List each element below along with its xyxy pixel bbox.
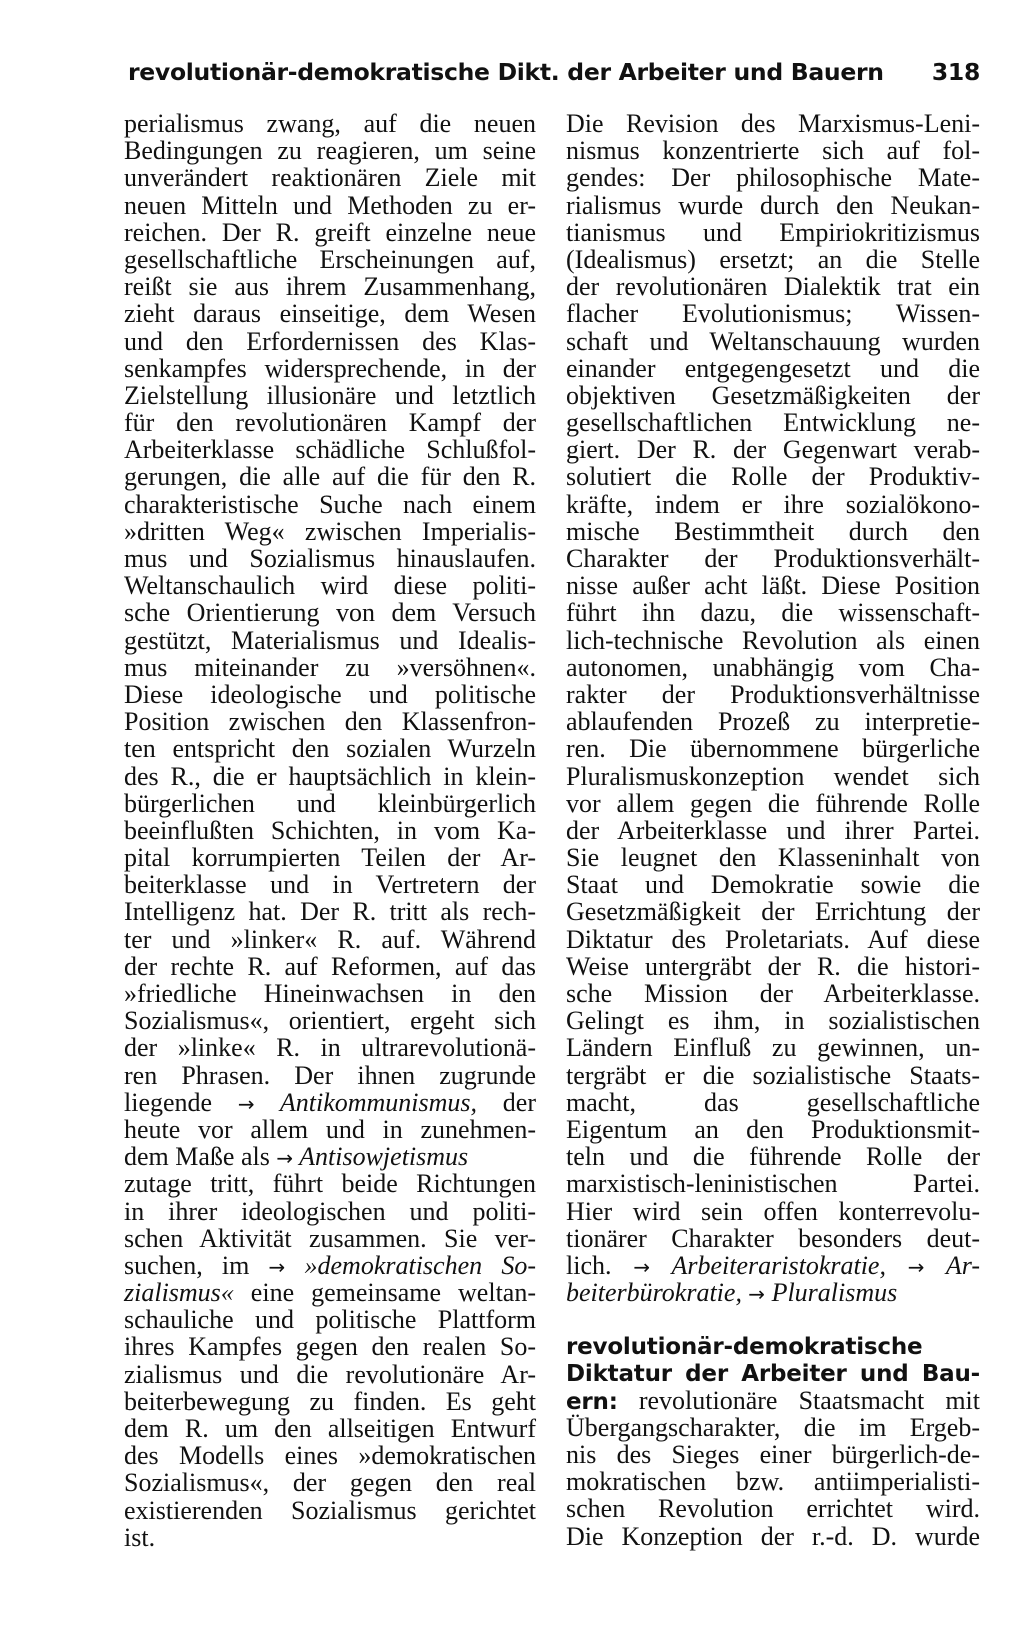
text-line: Staat und Demokratie sowie die — [566, 870, 980, 900]
text-line: reißt sie aus ihrem Zusammenhang, — [124, 272, 536, 302]
cross-reference-antikommunismus: Antikommunismus, — [254, 1087, 478, 1117]
text-line: führt ihn dazu, die wissenschaft- — [566, 598, 980, 628]
text-line: rakter der Produktionsverhältnisse — [566, 679, 980, 709]
left-column — [124, 110, 536, 1551]
text-line: (Idealismus) ersetzt; an die Stelle — [566, 244, 980, 274]
text-line: mus miteinander zu »versöhnen«. — [124, 652, 536, 682]
text-line: pital korrumpierten Teilen der Ar- — [124, 843, 536, 873]
running-header — [128, 58, 980, 86]
text-line: Eigentum an den Produktionsmit- — [566, 1114, 980, 1144]
text-line: sche Orientierung von dem Versuch — [124, 598, 536, 628]
text-line: schauliche und politische Plattform — [124, 1305, 536, 1335]
entry-separator — [566, 1306, 980, 1332]
cross-reference-line: liegende → Antikommunismus, der — [124, 1087, 536, 1117]
text-line: kräfte, indem er ihre sozialökono- — [566, 489, 980, 519]
arrow-icon: → — [633, 1254, 651, 1279]
text-line: tianismus und Empiriokritizismus — [566, 217, 980, 247]
text-line: Weise untergräbt der R. die histori- — [566, 951, 980, 981]
text-line: des R., die er hauptsächlich in klein- — [124, 761, 536, 791]
text-line: des Modells eines »demokratischen — [124, 1441, 536, 1471]
text-line: mus und Sozialismus hinauslaufen. — [124, 544, 536, 573]
text-line: in ihrer ideologischen und politi- — [124, 1196, 536, 1226]
text-line: objektiven Gesetzmäßigkeiten der — [566, 380, 980, 410]
text-line: Hier wird sein offen konterrevolu- — [566, 1196, 980, 1226]
text-line: schen Aktivität zusammen. Sie ver- — [124, 1223, 536, 1253]
text-line: »dritten Weg« zwischen Imperialis- — [124, 516, 536, 546]
entry-definition-start: ern: revolutionäre Staatsmacht mit — [566, 1385, 980, 1415]
text-line: solutiert die Rolle der Produktiv- — [566, 462, 980, 492]
text-line: zutage tritt, führt beide Richtungen — [124, 1169, 536, 1199]
cross-reference-line — [566, 1279, 980, 1306]
text-line: Sozialismus«, orientiert, ergeht sich — [124, 1006, 536, 1036]
text-line: mische Bestimmtheit durch den — [566, 516, 980, 546]
cross-reference-antisowjetismus: Antisowjetismus — [293, 1142, 469, 1172]
text-line: ist. — [124, 1522, 156, 1552]
text-line: heute vor allem und in zunehmen- — [124, 1114, 536, 1144]
text-line: bürgerlichen und kleinbürgerlich — [124, 788, 536, 818]
arrow-icon: → — [741, 1282, 766, 1307]
text-line: zialismus« eine gemeinsame weltan- — [124, 1278, 536, 1308]
text-line: charakteristische Suche nach einem — [124, 489, 536, 519]
dictionary-entry — [566, 1332, 980, 1550]
entry-definition — [566, 1414, 980, 1550]
text-line: nis des Sieges einer bürgerlich-de- — [566, 1440, 980, 1469]
text-line: der rechte R. auf Reformen, auf das — [124, 951, 536, 981]
text-line: ren Phrasen. Der ihnen zugrunde — [124, 1060, 536, 1090]
text-line: nisse außer acht läßt. Diese Position — [566, 571, 980, 601]
text-line: vor allem gegen die führende Rolle — [566, 788, 980, 818]
cross-reference-pluralismus: Pluralismus — [765, 1278, 898, 1308]
text-line: Sozialismus«, der gegen den real — [124, 1468, 536, 1498]
text-line: Arbeiterklasse schädliche Schlußfol- — [124, 435, 536, 465]
arrow-icon: → — [268, 1254, 286, 1279]
text-line: für den revolutionären Kampf der — [124, 408, 536, 438]
left-text-block-d — [124, 1306, 536, 1551]
text-line: Intelligenz hat. Der R. tritt als rech- — [124, 897, 536, 927]
cross-reference-arbeiteraristokratie: Arbeiteraristokratie, — [650, 1250, 886, 1280]
right-column — [566, 110, 980, 1550]
text-line: marxistisch-leninistischen Partei. — [566, 1169, 980, 1199]
text-line: Die Revision des Marxismus-Leni- — [566, 109, 980, 138]
text-line: rialismus wurde durch den Neukan- — [566, 190, 980, 220]
text-line: gesellschaftlichen Entwicklung ne- — [566, 408, 980, 438]
text-line: existierenden Sozialismus gerichtet — [124, 1495, 536, 1525]
text-line: der »linke« R. in ultrarevolutionä- — [124, 1033, 536, 1063]
text-line: beiterklasse und in Vertretern der — [124, 870, 536, 900]
cross-reference-line: dem Maße als → Antisowjetismus — [124, 1142, 469, 1172]
text-line: zieht daraus einseitige, dem Wesen — [124, 299, 536, 329]
text-line: Übergangscharakter, die im Ergeb- — [566, 1412, 980, 1442]
text-line: »friedliche Hineinwachsen in den — [124, 979, 536, 1008]
text-line: giert. Der R. der Gegenwart verab- — [566, 435, 980, 465]
text-line: sche Mission der Arbeiterklasse. — [566, 979, 980, 1008]
text-line: Sie leugnet den Klasseninhalt von — [566, 843, 980, 873]
text-line: Diktatur des Proletariats. Auf diese — [566, 924, 980, 954]
arrow-icon: → — [885, 1254, 925, 1279]
text-line: der Arbeiterklasse und ihrer Partei. — [566, 815, 980, 845]
text-line: teln und die führende Rolle der — [566, 1142, 980, 1172]
text-line: senkampfes widersprechende, in der — [124, 353, 536, 383]
text-line: flacher Evolutionismus; Wissen- — [566, 299, 980, 329]
text-line: tergräbt er die sozialistische Staats- — [566, 1060, 980, 1090]
text-line: gestützt, Materialismus und Idealis- — [124, 625, 536, 655]
text-line: schen Revolution errichtet wird. — [566, 1494, 980, 1524]
text-line: gesellschaftliche Erscheinungen auf, — [124, 244, 536, 274]
text-line: Position zwischen den Klassenfron- — [124, 707, 536, 737]
text-line: unverändert reaktionären Ziele mit — [124, 163, 536, 193]
cross-reference-demokratischer-sozialismus: »demokratischen So- — [285, 1250, 536, 1280]
text-line: beiterbewegung zu finden. Es geht — [124, 1386, 536, 1416]
text-line: ihres Kampfes gegen den realen So- — [124, 1332, 536, 1362]
header-title: revolutionär-demokratische Dikt. der Arbeiter und Bauern — [128, 58, 884, 86]
left-text-block-c — [124, 1170, 536, 1252]
text-line: ter und »linker« R. auf. Während — [124, 924, 536, 954]
arrow-icon: → — [276, 1146, 294, 1171]
entry-headword: Diktatur der Arbeiter und Bau- — [566, 1361, 980, 1388]
text-line: einander entgegengesetzt und die — [566, 353, 980, 383]
text-line: ren. Die übernommene bürgerliche — [566, 734, 980, 764]
left-text-block-b — [124, 1116, 536, 1143]
text-line: tionärer Charakter besonders deut- — [566, 1223, 980, 1253]
text-line: Weltanschaulich wird diese politi- — [124, 571, 536, 601]
text-line: ten entspricht den sozialen Wurzeln — [124, 734, 536, 764]
text-line: gerungen, die alle auf die für den R. — [124, 462, 536, 492]
left-text-block-a — [124, 110, 536, 1089]
text-line: schaft und Weltanschauung wurden — [566, 326, 980, 356]
text-line: zialismus und die revolutionäre Ar- — [124, 1359, 536, 1389]
text-line: Pluralismuskonzeption wendet sich — [566, 761, 980, 791]
text-line: Zielstellung illusionäre und letztlich — [124, 380, 536, 410]
text-line: Gesetzmäßigkeit der Errichtung der — [566, 897, 980, 927]
text-line: ablaufenden Prozeß zu interpretie- — [566, 707, 980, 737]
text-line: neuen Mitteln und Methoden zu er- — [124, 190, 536, 220]
text-line: beeinflußten Schichten, in vom Ka- — [124, 815, 536, 845]
text-line: autonomen, unabhängig vom Cha- — [566, 652, 980, 682]
cross-reference-line: suchen, im → »demokratischen So- — [124, 1250, 536, 1280]
text-line: Bedingungen zu reagieren, um seine — [124, 136, 536, 166]
entry-headword: revolutionär-demokratische — [566, 1334, 923, 1361]
text-line: Die Konzeption der r.-d. D. wurde — [566, 1521, 980, 1551]
cross-reference-arbeiterbuerokratie: beiterbürokratie, — [566, 1278, 742, 1308]
cross-reference-line: lich. → Arbeiteraristokratie, → Ar- — [566, 1250, 980, 1280]
text-line: Ländern Einfluß zu gewinnen, un- — [566, 1033, 980, 1063]
text-line: gendes: Der philosophische Mate- — [566, 163, 980, 193]
text-line: der revolutionären Dialektik trat ein — [566, 272, 980, 302]
text-line: mokratischen bzw. antiimperialisti- — [566, 1467, 980, 1497]
text-line: Charakter der Produktionsverhält- — [566, 544, 980, 573]
text-line: und den Erfordernissen des Klas- — [124, 326, 536, 356]
arrow-icon: → — [237, 1091, 255, 1116]
text-line: macht, das gesellschaftliche — [566, 1087, 980, 1117]
text-line: lich-technische Revolution als einen — [566, 625, 980, 655]
text-line: reichen. Der R. greift einzelne neue — [124, 217, 536, 247]
text-line: Gelingt es ihm, in sozialistischen — [566, 1006, 980, 1036]
text-line: nismus konzentrierte sich auf fol- — [566, 136, 980, 166]
page-number: 318 — [931, 58, 980, 86]
text-line: dem R. um den allseitigen Entwurf — [124, 1414, 536, 1443]
right-text-block — [566, 110, 980, 1252]
text-line: Diese ideologische und politische — [124, 679, 536, 709]
text-line: perialismus zwang, auf die neuen — [124, 109, 536, 138]
